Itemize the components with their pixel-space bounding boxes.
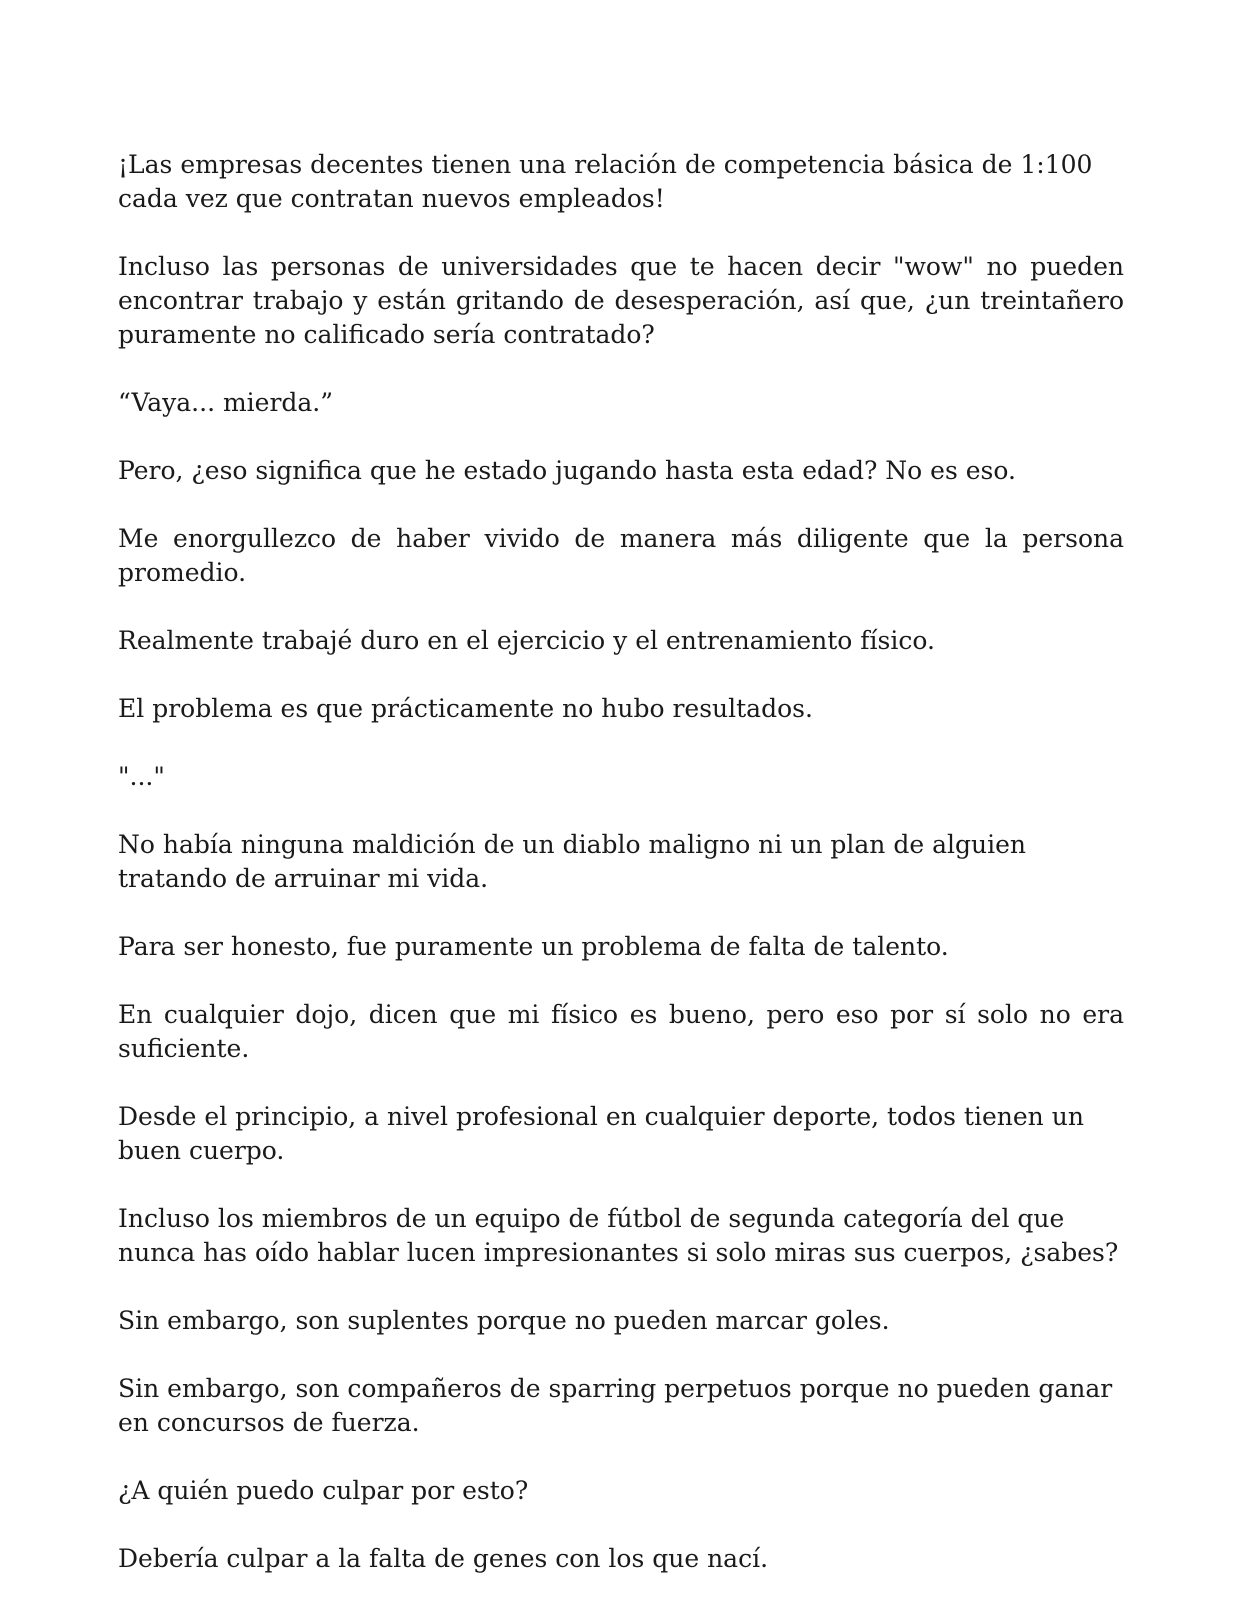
paragraph: Desde el principio, a nivel profesional en cualquier deporte, todos tienen un buen cuerpo. <box>118 1102 1084 1165</box>
paragraph: ¿A quién puedo culpar por esto? <box>118 1476 529 1505</box>
paragraph: Sin embargo, son suplentes porque no pueden marcar goles. <box>118 1306 890 1335</box>
paragraph: Me enorgullezco de haber vivido de manera más diligente que la persona promedio. <box>118 524 1124 587</box>
paragraph: Para ser honesto, fue puramente un problema de falta de talento. <box>118 932 949 961</box>
paragraph: Pero, ¿eso significa que he estado jugando hasta esta edad? No es eso. <box>118 456 1016 485</box>
paragraph: El problema es que prácticamente no hubo resultados. <box>118 694 813 723</box>
paragraph: En cualquier dojo, dicen que mi físico es bueno, pero eso por sí solo no era suficiente. <box>118 1000 1124 1063</box>
paragraph: "..." <box>118 762 165 791</box>
body-text <box>118 148 1124 1610</box>
paragraph: Sin embargo, son compañeros de sparring perpetuos porque no pueden ganar en concursos de fuerza. <box>118 1374 1113 1437</box>
paragraph: Incluso las personas de universidades que te hacen decir "wow" no pueden encontrar trabajo y están gritando de desesperación, así que, ¿un treintañero puramente no calificado sería contratado? <box>118 252 1124 349</box>
paragraph: ¡Las empresas decentes tienen una relación de competencia básica de 1:100 cada vez que contratan nuevos empleados! <box>118 150 1093 213</box>
paragraph: No había ninguna maldición de un diablo maligno ni un plan de alguien tratando de arruinar mi vida. <box>118 830 1026 893</box>
paragraph: Debería culpar a la falta de genes con los que nací. <box>118 1544 769 1573</box>
paragraph: Incluso los miembros de un equipo de fútbol de segunda categoría del que nunca has oído hablar lucen impresionantes si solo miras sus cuerpos, ¿sabes? <box>118 1204 1119 1267</box>
paragraph: “Vaya... mierda.” <box>118 388 334 417</box>
paragraph: Realmente trabajé duro en el ejercicio y el entrenamiento físico. <box>118 626 935 655</box>
